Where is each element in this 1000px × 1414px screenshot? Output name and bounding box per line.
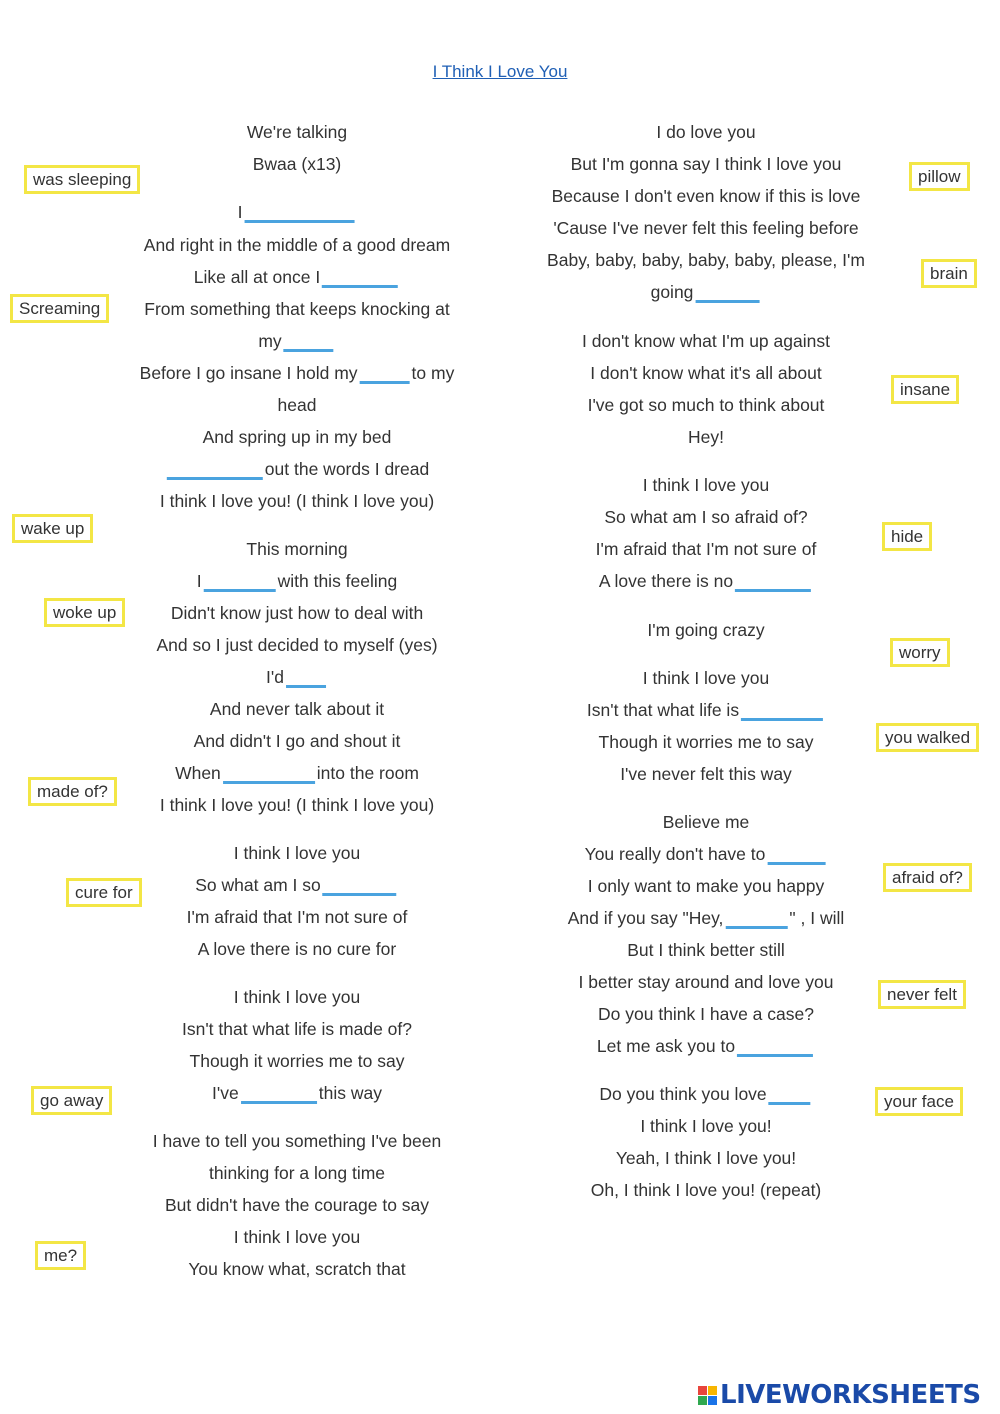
lyric-text: I think I love you! (I think I love you) xyxy=(159,795,435,815)
lyric-text: Do you think I have a case? xyxy=(598,1004,814,1024)
lyric-text: I only want to make you happy xyxy=(587,876,825,896)
lyric-line xyxy=(590,362,821,384)
lyric-text: Oh, I think I love you! (repeat) xyxy=(590,1180,822,1200)
lyric-line xyxy=(587,699,825,721)
lyric-line xyxy=(258,330,335,352)
lyric-line xyxy=(582,330,830,352)
lyric-text-after-blank: " , I will xyxy=(789,908,845,928)
lyric-text: Baby, baby, baby, baby, baby, please, I'm xyxy=(547,250,865,270)
blank-drop-target[interactable] xyxy=(241,1086,317,1104)
lyric-line xyxy=(198,938,396,960)
lyric-line xyxy=(160,490,434,512)
lyric-text-after-blank: this way xyxy=(318,1083,382,1103)
worksheet-title: I Think I Love You xyxy=(432,62,568,81)
lyric-text: But I'm gonna say I think I love you xyxy=(570,154,842,174)
lyric-line xyxy=(599,570,813,592)
lyric-text: And didn't I go and shout it xyxy=(193,731,401,751)
lyric-text: This morning xyxy=(246,539,348,559)
lyric-text: I'm afraid that I'm not sure of xyxy=(186,907,408,927)
blank-drop-target[interactable] xyxy=(167,462,263,480)
lyric-text: I think I love you xyxy=(642,668,770,688)
blank-drop-target[interactable] xyxy=(725,911,787,929)
lyric-line xyxy=(165,1194,429,1216)
lyric-text: Before I go insane I hold my xyxy=(139,363,358,383)
lyric-text: I better stay around and love you xyxy=(578,972,834,992)
lyric-text: Though it worries me to say xyxy=(189,1051,405,1071)
lyric-text: When xyxy=(175,763,221,783)
lyric-text: Yeah, I think I love you! xyxy=(615,1148,797,1168)
blank-drop-target[interactable] xyxy=(204,574,276,592)
logo-grid-icon xyxy=(698,1386,717,1405)
lyric-line xyxy=(599,731,814,753)
blank-drop-target[interactable] xyxy=(741,703,823,721)
lyric-line xyxy=(195,874,398,896)
blank-drop-target[interactable] xyxy=(695,285,759,303)
word-chip[interactable]: was sleeping xyxy=(24,165,140,194)
blank-drop-target[interactable] xyxy=(286,670,326,688)
lyric-text: So what am I so xyxy=(195,875,321,895)
lyric-text: going xyxy=(650,282,694,302)
lyric-line xyxy=(144,298,449,320)
lyric-text: Isn't that what life is made of? xyxy=(182,1019,412,1039)
lyric-line xyxy=(571,153,842,175)
lyric-line xyxy=(663,811,750,833)
lyric-line xyxy=(160,794,434,816)
lyric-text: I think I love you! xyxy=(640,1116,772,1136)
lyric-line xyxy=(266,666,328,688)
lyric-text: thinking for a long time xyxy=(208,1163,386,1183)
lyric-line xyxy=(627,939,785,961)
lyric-text: I've never felt this way xyxy=(620,764,792,784)
lyric-text: 'Cause I've never felt this feeling before xyxy=(553,218,859,238)
lyric-text: From something that keeps knocking at xyxy=(144,299,450,319)
lyric-line xyxy=(212,1082,382,1104)
lyric-text: But didn't have the courage to say xyxy=(164,1195,430,1215)
lyric-line xyxy=(620,763,792,785)
lyric-text: I'd xyxy=(266,667,284,687)
lyric-text: A love there is no cure for xyxy=(197,939,397,959)
lyric-line xyxy=(588,394,825,416)
lyric-line xyxy=(188,1258,405,1280)
word-chip[interactable]: pillow xyxy=(909,162,970,191)
word-chip[interactable]: afraid of? xyxy=(883,863,972,892)
lyric-text: Hey! xyxy=(688,427,724,447)
lyric-line xyxy=(238,201,357,223)
lyric-text: head xyxy=(277,395,317,415)
lyric-line xyxy=(165,458,429,480)
lyric-text: And spring up in my bed xyxy=(202,427,392,447)
word-chip[interactable]: insane xyxy=(891,375,959,404)
lyric-text: A love there is no xyxy=(598,571,734,591)
lyric-text: Believe me xyxy=(662,812,750,832)
blank-drop-target[interactable] xyxy=(244,205,354,223)
lyric-text: Didn't know just how to deal with xyxy=(170,603,424,623)
lyric-line xyxy=(253,153,342,175)
blank-drop-target[interactable] xyxy=(284,334,334,352)
blank-drop-target[interactable] xyxy=(223,766,315,784)
lyric-text: I'm afraid that I'm not sure of xyxy=(595,539,817,559)
lyric-line xyxy=(197,570,398,592)
lyric-line xyxy=(643,474,769,496)
lyric-line xyxy=(144,234,450,256)
lyric-line xyxy=(203,426,392,448)
lyric-line xyxy=(616,1147,796,1169)
blank-drop-target[interactable] xyxy=(322,270,398,288)
lyric-line xyxy=(234,842,360,864)
lyric-line xyxy=(647,619,764,641)
lyric-text: I xyxy=(237,202,243,222)
lyric-text: But I think better still xyxy=(627,940,785,960)
blank-drop-target[interactable] xyxy=(735,574,811,592)
lyric-line xyxy=(591,1179,822,1201)
lyric-text: And if you say "Hey, xyxy=(567,908,724,928)
blank-drop-target[interactable] xyxy=(737,1039,813,1057)
lyric-text: Let me ask you to xyxy=(596,1036,736,1056)
lyric-line xyxy=(579,971,834,993)
lyric-line xyxy=(187,906,408,928)
word-chip[interactable]: woke up xyxy=(44,598,125,627)
lyric-text: I don't know what I'm up against xyxy=(582,331,830,351)
liveworksheets-logo xyxy=(698,1380,981,1410)
lyric-line xyxy=(598,1003,814,1025)
lyric-line xyxy=(190,1050,405,1072)
lyric-line xyxy=(156,634,437,656)
lyric-line xyxy=(153,1130,441,1152)
lyric-text: Do you think you love xyxy=(599,1084,767,1104)
lyric-line xyxy=(278,394,317,416)
lyric-text: We're talking xyxy=(246,122,348,142)
lyric-text: You really don't have to xyxy=(584,844,766,864)
lyric-line xyxy=(656,121,755,143)
lyric-text: I think I love you xyxy=(233,1227,361,1247)
lyric-line xyxy=(640,1115,771,1137)
lyric-text-after-blank: out the words I dread xyxy=(264,459,430,479)
lyric-line xyxy=(588,875,824,897)
lyric-line xyxy=(247,121,347,143)
blank-drop-target[interactable] xyxy=(323,878,397,896)
word-chip[interactable]: never felt xyxy=(878,980,966,1009)
lyric-text-after-blank: into the room xyxy=(316,763,419,783)
word-chip[interactable]: brain xyxy=(921,259,977,288)
lyric-line xyxy=(194,266,400,288)
lyric-text: I think I love you! (I think I love you) xyxy=(159,491,435,511)
lyric-text: I think I love you xyxy=(233,843,361,863)
lyric-line xyxy=(140,362,455,384)
lyric-line xyxy=(209,1162,385,1184)
lyric-line xyxy=(547,249,865,271)
lyric-text: I have to tell you something I've been xyxy=(152,1131,442,1151)
lyric-text: I've got so much to think about xyxy=(587,395,825,415)
lyric-line xyxy=(175,762,419,784)
lyric-line xyxy=(651,281,762,303)
word-chip[interactable]: made of? xyxy=(28,777,117,806)
lyric-text: I've xyxy=(212,1083,239,1103)
lyric-text: And right in the middle of a good dream xyxy=(143,235,451,255)
lyric-line xyxy=(182,1018,412,1040)
lyric-text: You know what, scratch that xyxy=(188,1259,406,1279)
lyric-text: my xyxy=(258,331,282,351)
lyric-text: Like all at once I xyxy=(193,267,321,287)
lyric-line xyxy=(234,986,360,1008)
word-chip[interactable]: go away xyxy=(31,1086,112,1115)
word-chip[interactable]: me? xyxy=(35,1241,86,1270)
lyric-text: I think I love you xyxy=(233,987,361,1007)
lyric-line xyxy=(234,1226,360,1248)
brand-name: LIVEWORKSHEETS xyxy=(720,1380,981,1410)
word-chip[interactable]: worry xyxy=(890,638,950,667)
lyric-text: And never talk about it xyxy=(209,699,385,719)
lyric-line xyxy=(171,602,423,624)
blank-drop-target[interactable] xyxy=(360,366,410,384)
lyric-line xyxy=(643,667,769,689)
lyric-text: Because I don't even know if this is love xyxy=(551,186,861,206)
lyric-line xyxy=(604,506,807,528)
lyric-line xyxy=(568,907,845,929)
word-chip[interactable]: you walked xyxy=(876,723,979,752)
lyric-line xyxy=(596,538,817,560)
word-chip[interactable]: cure for xyxy=(66,878,142,907)
blank-drop-target[interactable] xyxy=(767,847,825,865)
lyric-text: So what am I so afraid of? xyxy=(604,507,808,527)
lyric-line xyxy=(599,1083,812,1105)
word-chip[interactable]: hide xyxy=(882,522,932,551)
lyric-line xyxy=(688,426,724,448)
lyric-text: Though it worries me to say xyxy=(598,732,814,752)
lyric-text: I'm going crazy xyxy=(647,620,765,640)
lyric-text: I xyxy=(196,571,202,591)
word-chip[interactable]: Screaming xyxy=(10,294,109,323)
lyric-text: I think I love you xyxy=(642,475,770,495)
lyric-line xyxy=(585,843,828,865)
lyric-text: Bwaa (x13) xyxy=(252,154,342,174)
lyric-line xyxy=(597,1035,815,1057)
lyric-line xyxy=(194,730,401,752)
lyric-text-after-blank: to my xyxy=(411,363,455,383)
lyric-line xyxy=(210,698,384,720)
blank-drop-target[interactable] xyxy=(769,1087,811,1105)
lyric-line xyxy=(246,538,347,560)
lyric-line xyxy=(552,185,861,207)
lyric-text: I don't know what it's all about xyxy=(590,363,822,383)
lyric-text: I do love you xyxy=(656,122,756,142)
word-chip[interactable]: your face xyxy=(875,1087,963,1116)
lyric-text: And so I just decided to myself (yes) xyxy=(156,635,438,655)
word-chip[interactable]: wake up xyxy=(12,514,93,543)
lyric-text-after-blank: with this feeling xyxy=(277,571,398,591)
lyric-text: Isn't that what life is xyxy=(586,700,740,720)
lyric-line xyxy=(553,217,858,239)
